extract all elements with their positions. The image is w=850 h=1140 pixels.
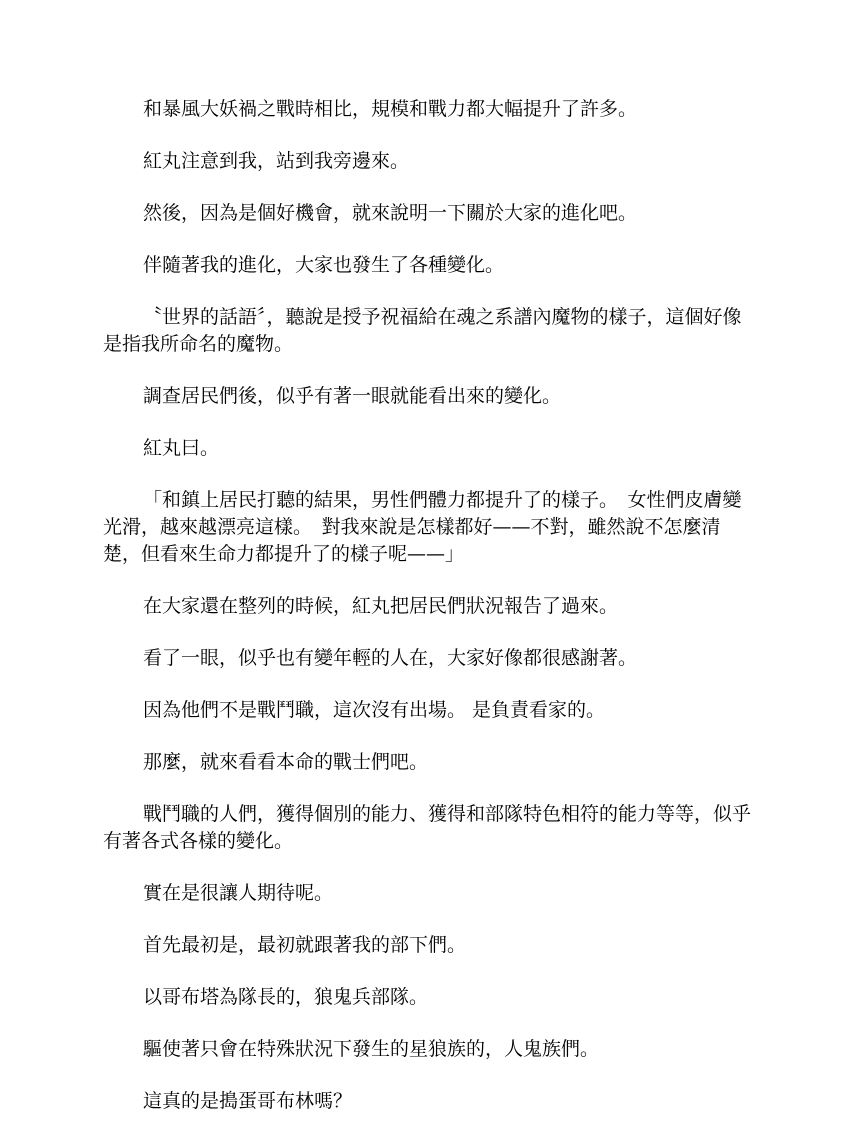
paragraph-11: 因為他們不是戰鬥職，這次沒有出場。 是負責看家的。 [143, 699, 606, 721]
paragraph-7: 紅丸曰。 [143, 437, 220, 459]
paragraph-1: 和暴風大妖禍之戰時相比，規模和戰力都大幅提升了許多。 [143, 98, 638, 120]
paragraph-4: 伴隨著我的進化，大家也發生了各種變化。 [143, 254, 505, 276]
paragraph-17: 驅使著只會在特殊狀況下發生的星狼族的，人鬼族們。 [143, 1038, 600, 1060]
document-body [103, 96, 751, 1140]
paragraph-14: 實在是很讓人期待呢。 [143, 882, 334, 904]
paragraph-5: 〝世界的話語〞，聽說是授予祝福給在魂之系譜內魔物的樣子，這個好像是指我所命名的魔物。 [103, 306, 742, 355]
paragraph-9: 在大家還在整列的時候，紅丸把居民們狀況報告了過來。 [143, 595, 619, 617]
paragraph-12: 那麼，就來看看本命的戰士們吧。 [143, 751, 429, 773]
paragraph-15: 首先最初是，最初就跟著我的部下們。 [143, 934, 467, 956]
paragraph-6: 調查居民們後，似乎有著一眼就能看出來的變化。 [143, 385, 562, 407]
paragraph-18: 這真的是搗蛋哥布林嗎？ [143, 1090, 353, 1112]
paragraph-10: 看了一眼，似乎也有變年輕的人在，大家好像都很感謝著。 [143, 647, 638, 669]
paragraph-3: 然後，因為是個好機會，就來說明一下關於大家的進化吧。 [143, 202, 638, 224]
paragraph-13: 戰鬥職的人們，獲得個別的能力、獲得和部隊特色相符的能力等等，似乎有著各式各樣的變化。 [103, 803, 752, 852]
paragraph-2: 紅丸注意到我，站到我旁邊來。 [143, 150, 410, 172]
paragraph-16: 以哥布塔為隊長的，狼鬼兵部隊。 [143, 986, 429, 1008]
paragraph-8: 「和鎮上居民打聽的結果，男性們體力都提升了的樣子。 女性們皮膚變光滑，越來越漂亮這樣。 對我來說是怎樣都好——不對，雖然說不怎麼清楚，但看來生命力都提升了的樣子呢——」 [103, 489, 742, 565]
